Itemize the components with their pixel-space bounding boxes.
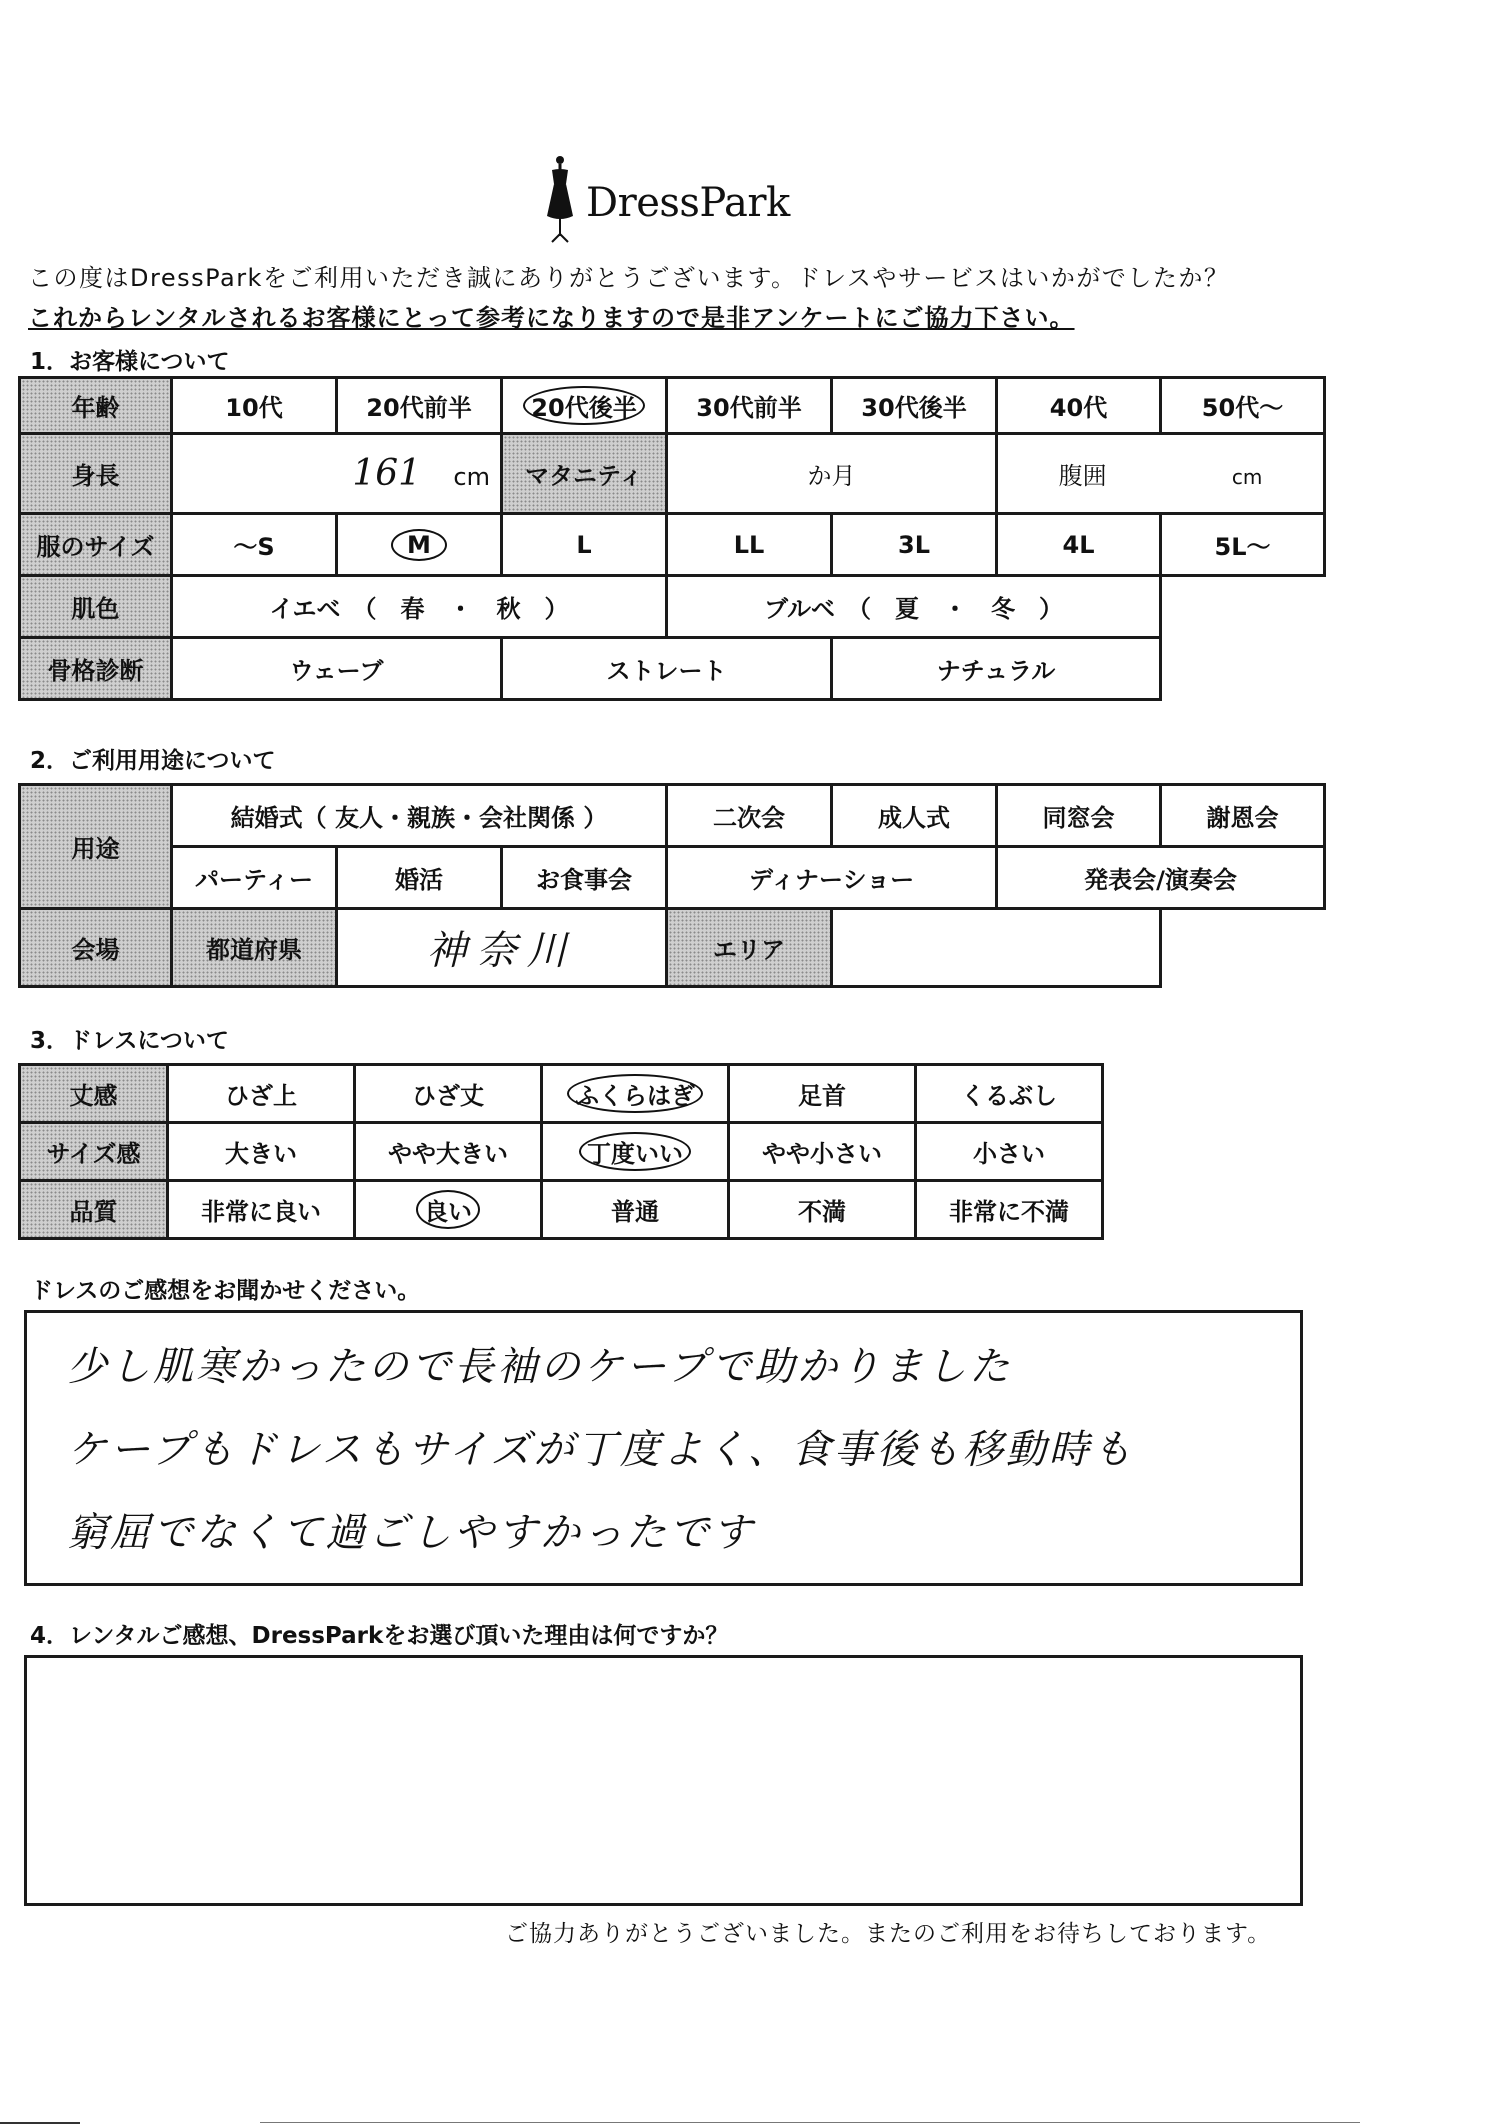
purpose-option[interactable]: 婚活: [337, 847, 502, 909]
usage-row-1: [20, 785, 1325, 847]
customer-table: [18, 376, 1326, 701]
selection-circle: M: [391, 529, 447, 561]
length-label: 丈感: [20, 1065, 168, 1123]
comment-line: 窮屈でなくて過ごしやすかったです: [67, 1510, 755, 1556]
purpose-option[interactable]: ディナーショー: [667, 847, 997, 909]
quality-row: [20, 1181, 1103, 1239]
height-row: [20, 434, 1325, 514]
closing-message: ご協力ありがとうございました。またのご利用をお待ちしております。: [505, 1921, 1272, 1947]
footer-rule: [260, 2122, 1360, 2123]
fit-row: [20, 1123, 1103, 1181]
length-option[interactable]: 足首: [729, 1065, 916, 1123]
fit-option[interactable]: やや大きい: [355, 1123, 542, 1181]
size-row: [20, 514, 1325, 576]
height-field[interactable]: [172, 434, 502, 514]
purpose-option[interactable]: 成人式: [832, 785, 997, 847]
age-option[interactable]: 10代: [172, 378, 337, 434]
quality-option[interactable]: 不満: [729, 1181, 916, 1239]
usage-table: [18, 783, 1326, 988]
section1-title: 1．お客様について: [30, 349, 230, 375]
fit-option[interactable]: やや小さい: [729, 1123, 916, 1181]
selection-circle: 丁度いい: [579, 1132, 691, 1171]
length-option-selected[interactable]: [542, 1065, 729, 1123]
comment-box[interactable]: [24, 1310, 1303, 1586]
frame-option[interactable]: ナチュラル: [832, 638, 1161, 700]
purpose-option[interactable]: お食事会: [502, 847, 667, 909]
intro-request: これからレンタルされるお客様にとって参考になりますので是非アンケートにご協力下さい。: [28, 304, 1075, 332]
purpose-option[interactable]: 二次会: [667, 785, 832, 847]
length-option[interactable]: くるぶし: [916, 1065, 1103, 1123]
age-option[interactable]: 30代後半: [832, 378, 997, 434]
dresspark-logo: [540, 150, 790, 250]
purpose-option[interactable]: 発表会/演奏会: [997, 847, 1325, 909]
area-label: エリア: [667, 909, 832, 987]
size-option[interactable]: 3L: [832, 514, 997, 576]
purpose-option[interactable]: 謝恩会: [1161, 785, 1325, 847]
waist-field[interactable]: [997, 434, 1325, 514]
size-option[interactable]: LL: [667, 514, 832, 576]
age-option-selected[interactable]: [502, 378, 667, 434]
height-label: 身長: [20, 434, 172, 514]
height-unit: cm: [453, 463, 490, 491]
maternity-months-field[interactable]: か月: [667, 434, 997, 514]
fit-option-selected[interactable]: [542, 1123, 729, 1181]
logo-text: DressPark: [586, 180, 790, 226]
comment-line: ケープもドレスもサイズが丁度よく、食事後も移動時も: [67, 1427, 1135, 1473]
blue-base-option[interactable]: ブルベ （ 夏 ・ 冬 ）: [667, 576, 1161, 638]
purpose-option[interactable]: パーティー: [172, 847, 337, 909]
area-field[interactable]: [832, 909, 1161, 987]
section3-title: 3．ドレスについて: [30, 1028, 229, 1054]
waist-unit: cm: [1231, 465, 1263, 489]
length-option[interactable]: ひざ上: [168, 1065, 355, 1123]
age-option[interactable]: 20代前半: [337, 378, 502, 434]
venue-row: [20, 909, 1325, 987]
yellow-base-option[interactable]: イエベ （ 春 ・ 秋 ）: [172, 576, 667, 638]
reason-answer-box[interactable]: [24, 1655, 1303, 1906]
size-option[interactable]: 4L: [997, 514, 1161, 576]
quality-option[interactable]: 普通: [542, 1181, 729, 1239]
purpose-option[interactable]: 同窓会: [997, 785, 1161, 847]
age-row: [20, 378, 1325, 434]
quality-option[interactable]: 非常に不満: [916, 1181, 1103, 1239]
prefecture-field[interactable]: [337, 909, 667, 987]
skin-row: [20, 576, 1325, 638]
waist-label: 腹囲: [1058, 462, 1107, 490]
height-value: 161: [352, 453, 422, 494]
venue-label: 会場: [20, 909, 172, 987]
age-label: 年齢: [20, 378, 172, 434]
quality-option-selected[interactable]: [355, 1181, 542, 1239]
size-option[interactable]: L: [502, 514, 667, 576]
purpose-wedding-option[interactable]: 結婚式（ 友人・親族・会社関係 ）: [172, 785, 667, 847]
purpose-label: 用途: [20, 785, 172, 909]
fit-option[interactable]: 大きい: [168, 1123, 355, 1181]
prefecture-value: 神奈川: [426, 928, 577, 974]
dress-form-icon: [540, 150, 580, 250]
size-label: 服のサイズ: [20, 514, 172, 576]
section2-title: 2．ご利用用途について: [30, 748, 276, 774]
length-option[interactable]: ひざ丈: [355, 1065, 542, 1123]
frame-option-selected[interactable]: ウェーブ: [172, 638, 502, 700]
section4-title: 4．レンタルご感想、DressParkをお選び頂いた理由は何ですか？: [30, 1623, 729, 1649]
frame-label: 骨格診断: [20, 638, 172, 700]
dress-table: [18, 1063, 1104, 1240]
selection-circle: ふくらはぎ: [567, 1074, 703, 1113]
fit-option[interactable]: 小さい: [916, 1123, 1103, 1181]
quality-option[interactable]: 非常に良い: [168, 1181, 355, 1239]
comment-line: 少し肌寒かったので長袖のケープで助かりました: [67, 1344, 1013, 1390]
size-option-selected[interactable]: [337, 514, 502, 576]
intro-text: この度はDressParkをご利用いただき誠にありがとうございます。ドレスやサービスはいかがでしたか？: [28, 264, 1230, 292]
selection-circle: 良い: [416, 1190, 480, 1229]
prefecture-label: 都道府県: [172, 909, 337, 987]
frame-option[interactable]: ストレート: [502, 638, 832, 700]
fit-label: サイズ感: [20, 1123, 168, 1181]
comment-title: ドレスのご感想をお聞かせください。: [30, 1278, 421, 1304]
age-option[interactable]: 40代: [997, 378, 1161, 434]
frame-row: [20, 638, 1325, 700]
age-option[interactable]: 30代前半: [667, 378, 832, 434]
maternity-label: マタニティ: [502, 434, 667, 514]
age-option[interactable]: 50代〜: [1161, 378, 1325, 434]
length-row: [20, 1065, 1103, 1123]
quality-label: 品質: [20, 1181, 168, 1239]
size-option[interactable]: 〜S: [172, 514, 337, 576]
skin-label: 肌色: [20, 576, 172, 638]
usage-row-2: [20, 847, 1325, 909]
size-option[interactable]: 5L〜: [1161, 514, 1325, 576]
selection-circle: 20代後半: [523, 386, 644, 425]
footer-rule: [0, 2122, 80, 2124]
